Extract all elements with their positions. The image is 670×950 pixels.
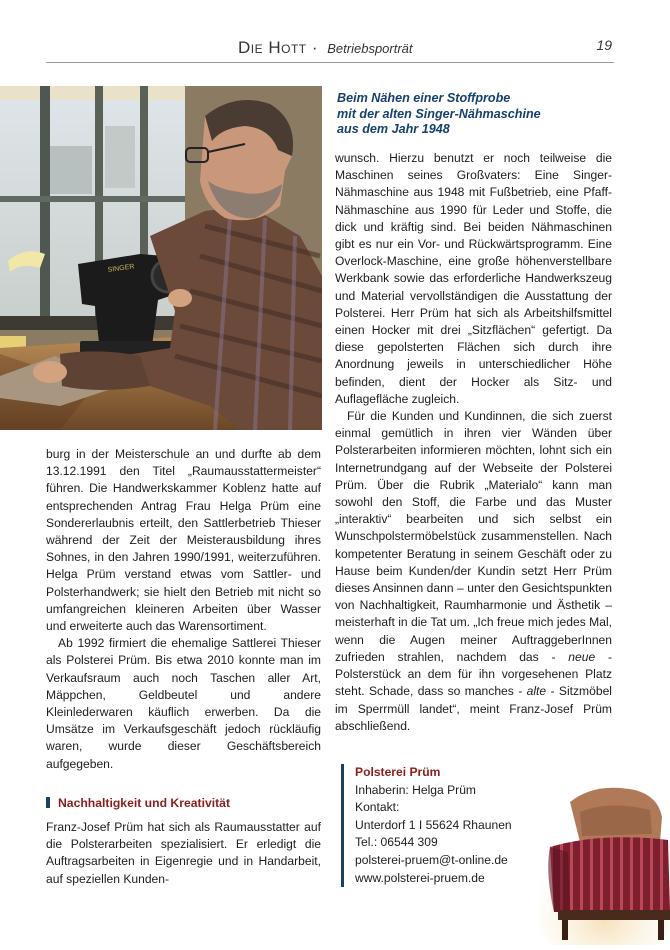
right-p2-part-2: - Polsterstück an dem für ihn vorgesehenen Platz steht. Schade, dass so manches - [335,649,613,699]
email-link[interactable]: polsterei-pruem@t-online.de [355,852,508,867]
contact-box [341,764,570,887]
section-name: Betriebsporträt [327,41,413,56]
right-paragraph-1: wunsch. Hierzu benutzt er noch teilweise die Maschinen seines Großvaters: Eine Singer-Nähmaschine aus 1948 mit Fußbetrieb, eine Pfaff-Nähmaschine aus 1990 für Leder und Stoffe, die dick und kräftig sind. Bei beiden Nähmaschinen gibt es nur ein Vor- und Rückwärtsprogramm. Eine Overlock-Maschine, eine große höhenverstellbare Werkbank sowie das erforderliche Handwerkszeug und Material vervollständigen die Ausstattung der Polsterei. Herr Prüm hat sich als Arbeitshilfsmittel einen Hocker mit drei „Sitzflächen“ gefertigt. Da diese gepolsterten Flächen sich durch ihre Anordnung jeweils in unterschiedlicher Höhe befinden, dient der Hocker als Sitz- und Auflagefläche zugleich. [335,151,612,406]
running-header [46,34,614,63]
website-link[interactable]: www.polsterei-pruem.de [355,870,485,885]
right-column-text [335,150,612,735]
left-column-continuation [46,819,321,888]
armchair-illustration [540,762,670,945]
subheading [46,796,321,810]
right-p2-part-3: - Sitzmöbel im Sperrmüll landet“, meint Franz-Josef Prüm abschließend. [335,684,612,733]
right-p2-emphasis-neue: neue [568,649,596,664]
caption-line-1: Beim Nähen einer Stoffprobe [337,91,511,105]
left-paragraph-2: Ab 1992 firmiert die ehemalige Sattlerei Thieser als Polsterei Prüm. Bis etwa 2010 konnte man im Verkaufsraum auch noch Taschen aller Art, Mäppchen, Geldbeutel und andere Kleinlederwaren käuflich erwerben. Da die Umsätze im Verkaufsgeschäft jedoch rückläufig waren, wurde dieser Geschäftsbereich aufgegeben. [46,636,321,771]
right-p2-emphasis-alte: alte [526,684,547,699]
phone-line: Tel.: 06544 309 [355,835,438,850]
machine-brand-label: SINGER [107,263,135,274]
subheading-bar-icon [46,797,50,808]
left-paragraph-1: burg in der Meisterschule an und durfte ab dem 13.12.1991 den Titel „Raumausstattermeister“ führen. Die Handwerkskammer Koblenz hatte auf entsprechenden Antrag Frau Helga Prüm eine Sondererlaubnis erteilt, den Sattlerbetrieb Thieser während der Zeit der Meisterausbildung ihres Sohnes, in den Jahren 1990/1991, weiterzuführen. Helga Prüm verstand etwas vom Sattler- und Polsterhandwerk; sie hielt den Betrieb mit nicht so umfangreichen kleineren Arbeiten über Wasser und erweiterte auch das Warensortiment. [46,447,321,634]
owner-line: Inhaberin: Helga Prüm [355,782,477,797]
header-separator: · [311,38,319,57]
sewing-photo [0,86,322,430]
right-paragraph-2 [335,408,612,735]
contact-label: Kontakt: [355,800,400,815]
business-name: Polsterei Prüm [355,765,441,779]
caption-line-3: aus dem Jahr 1948 [337,122,450,136]
page-number: 19 [596,37,612,53]
left-column-text [46,446,321,773]
header-title [238,38,413,58]
subheading-text: Nachhaltigkeit und Kreativität [58,796,231,810]
address-line: Unterdorf 1 I 55624 Rhaunen [355,817,512,832]
magazine-name: Die Hott [238,38,307,57]
caption-line-2: mit der alten Singer-Nähmaschine [337,106,541,121]
right-p2-part-1: Für die Kunden und Kundinnen, die sich zuerst einmal gemütlich in ihren vier Wänden über Polsterarbeiten informieren möchten, lohnt sich ein Internetrundgang auf der Webseite der Polsterei Prüm. Über die Rubrik „Materialo“ kann man sowohl den Stoff, die Farbe und das Muster „interaktiv“ bearbeiten und sich selbst ein Wunschpolstermöbelstück zusammenstellen. Nach kompetenter Beratung in seinem Geschäft oder zu Hause beim Kunden/der Kundin setzt Herr Prüm dieses Ansinnen dann – unter den Gesichtspunkten von Nachhaltigkeit, Raumharmonie und Ästhetik – meisterhaft in die Tat um. „Ich freue mich jedes Mal, wenn die Augen meiner AuftraggeberInnen zufrieden strahlen, nachdem das - [335,409,612,664]
left-paragraph-3: Franz-Josef Prüm hat sich als Raumausstatter auf die Polsterarbeiten spezialisiert. Er erledigt die Auftragsarbeiten in Eigenregie und in Handarbeit, auf speziellen Kunden- [46,820,321,886]
photo-caption [337,91,607,138]
